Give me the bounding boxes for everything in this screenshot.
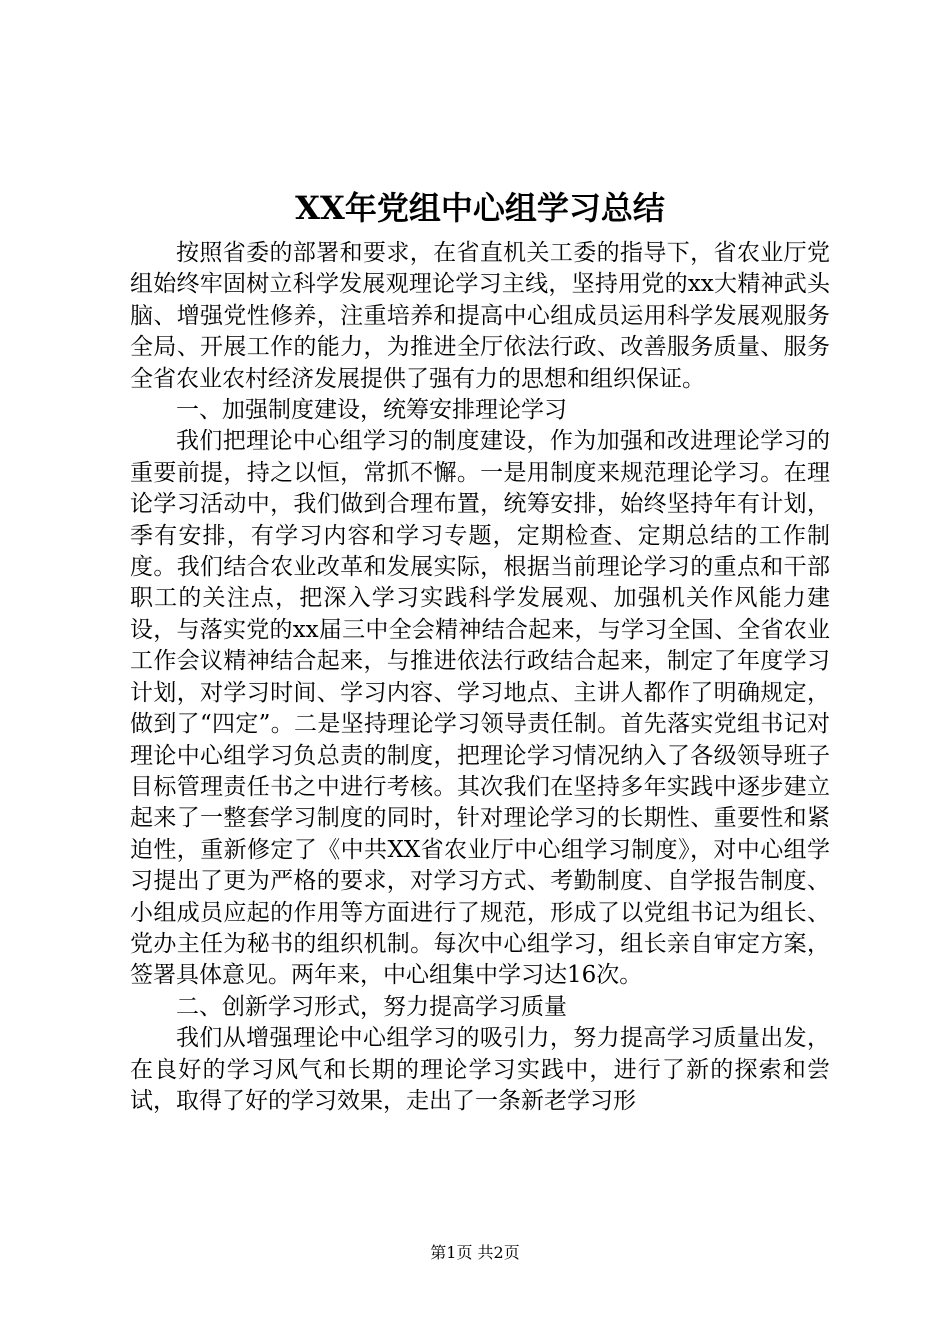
document-title: XX年党组中心组学习总结 xyxy=(295,189,665,227)
paragraph-intro: 按照省委的部署和要求，在省直机关工委的指导下，省农业厅党组始终牢固树立科学发展观理论学习主线，坚持用党的xx大精神武头脑、增强党性修养，注重培养和提高中心组成员运用科学发展观服务全局、开展工作的能力，为推进全厅依法行政、改善服务质量、服务全省农业农村经济发展提供了强有力的思想和组织保证。 xyxy=(130,240,830,392)
paragraph-section-2: 我们从增强理论中心组学习的吸引力，努力提高学习质量出发，在良好的学习风气和长期的理论学习实践中，进行了新的探索和尝试，取得了好的学习效果，走出了一条新老学习形 xyxy=(130,1025,830,1114)
document-body xyxy=(130,186,830,1117)
section-heading-1: 一、加强制度建设，统筹安排理论学习 xyxy=(176,397,567,424)
page-number-footer: 第1页 共2页 xyxy=(430,1243,520,1262)
paragraph-section-1: 我们把理论中心组学习的制度建设，作为加强和改进理论学习的重要前提，持之以恒，常抓不懈。一是用制度来规范理论学习。在理论学习活动中，我们做到合理布置，统筹安排，始终坚持年有计划，季有安排，有学习内容和学习专题，定期检查、定期总结的工作制度。我们结合农业改革和发展实际，根据当前理论学习的重点和干部职工的关注点，把深入学习实践科学发展观、加强机关作风能力建设，与落实党的xx届三中全会精神结合起来，与学习全国、全省农业工作会议精神结合起来，与推进依法行政结合起来，制定了年度学习计划，对学习时间、学习内容、学习地点、主讲人都作了明确规定，做到了“四定”。二是坚持理论学习领导责任制。首先落实党组书记对理论中心组学习负总责的制度，把理论学习情况纳入了各级领导班子目标管理责任书之中进行考核。其次我们在坚持多年实践中逐步建立起来了一整套学习制度的同时，针对理论学习的长期性、重要性和紧迫性，重新修定了《中共XX省农业厅中心组学习制度》，对中心组学习提出了更为严格的要求，对学习方式、考勤制度、自学报告制度、小组成员应起的作用等方面进行了规范，形成了以党组书记为组长、党办主任为秘书的组织机制。每次中心组学习，组长亲自审定方案，签署具体意见。两年来，中心组集中学习达16次。 xyxy=(130,428,830,989)
section-heading-2: 二、创新学习形式，努力提高学习质量 xyxy=(176,993,567,1020)
